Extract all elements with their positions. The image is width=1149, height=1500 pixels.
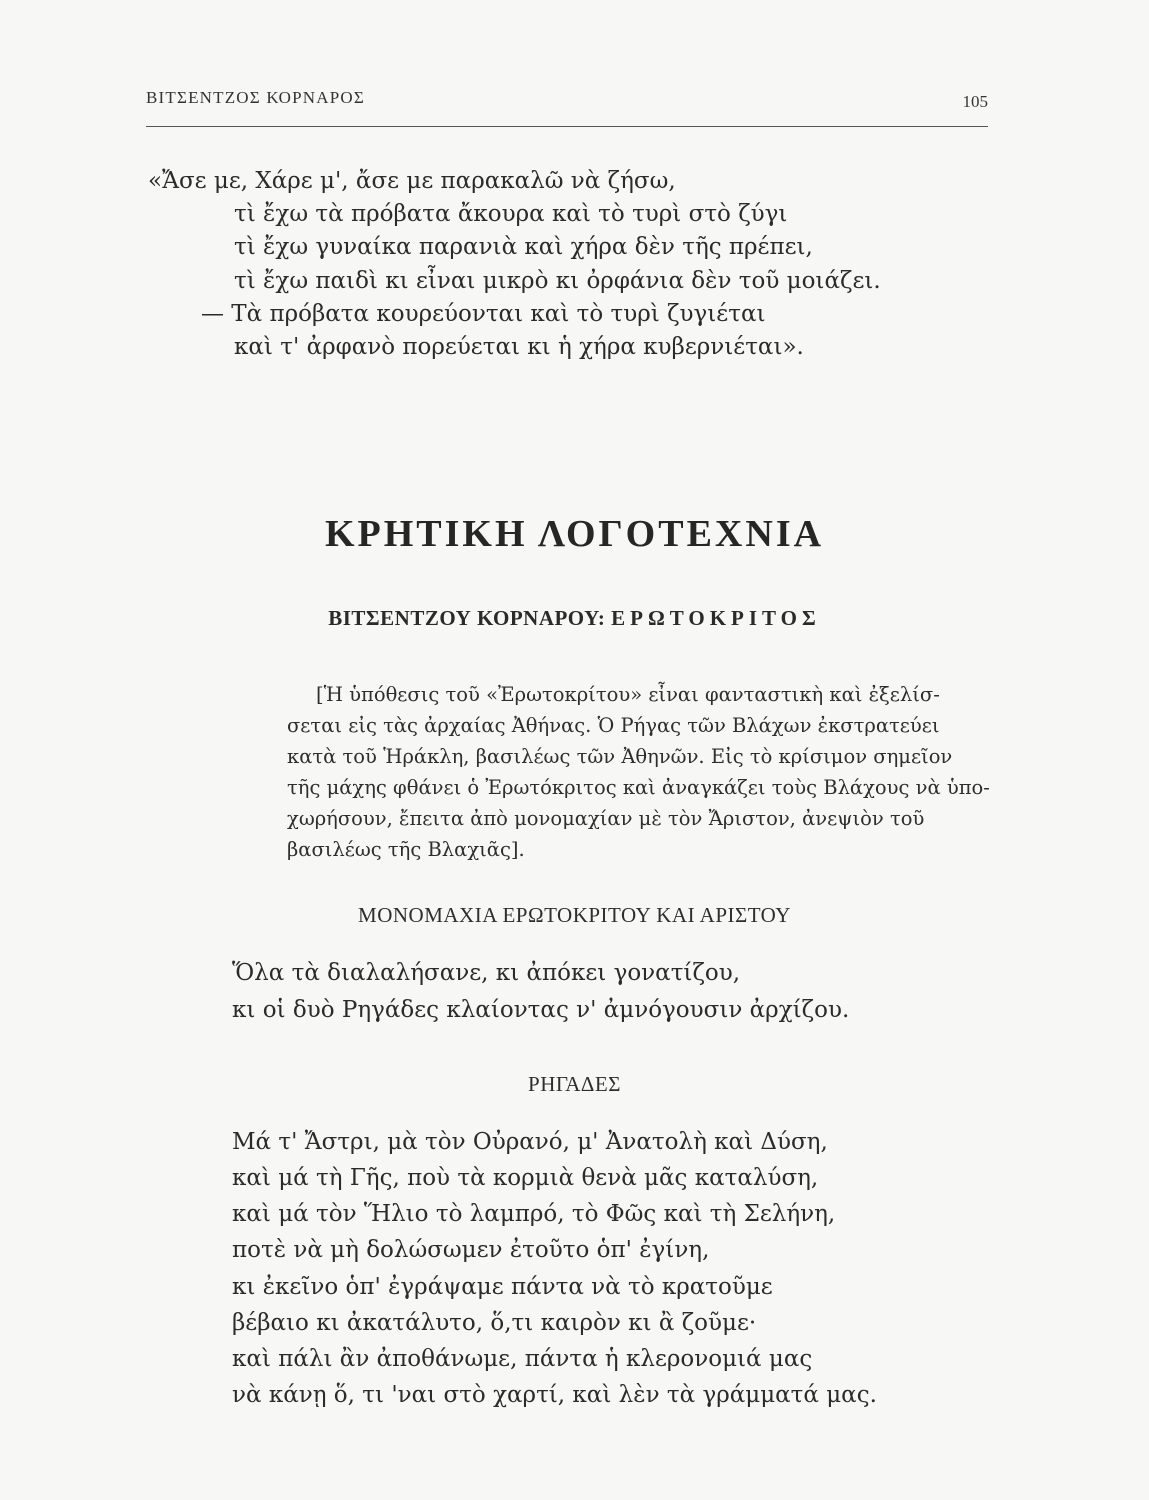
- verse-line: καὶ μά τὸν Ἥλιο τὸ λαμπρό, τὸ Φῶς καὶ τὴ Σελήνη,: [232, 1201, 836, 1227]
- subtitle-work: ΕΡΩΤΟΚΡΙΤΟΣ: [611, 606, 821, 630]
- subtitle-author: ΒΙΤΣΕΝΤΖΟΥ ΚΟΡΝΑΡΟΥ:: [328, 606, 606, 630]
- running-head: [146, 88, 988, 118]
- verse-line: τὶ ἔχω τὰ πρόβατα ἄκουρα καὶ τὸ τυρὶ στὸ ζύγι: [234, 201, 788, 227]
- header-rule: [146, 126, 988, 127]
- verse-line: Ὅλα τὰ διαλαλήσανε, κι ἀπόκει γονατίζου,: [232, 960, 741, 986]
- verse-line: καὶ μά τὴ Γῆς, ποὺ τὰ κορμιὰ θενὰ μᾶς καταλύση,: [232, 1165, 819, 1191]
- verse-line: «Ἄσε με, Χάρε μ', ἄσε με παρακαλῶ νὰ ζήσω,: [148, 168, 676, 194]
- verse-line: καὶ τ' ἀρφανὸ πορεύεται κι ἡ χήρα κυβερνιέται».: [234, 334, 804, 360]
- duel-heading: ΜΟΝΟΜΑΧΙΑ ΕΡΩΤΟΚΡΙΤΟΥ ΚΑΙ ΑΡΙΣΤΟΥ: [358, 903, 791, 927]
- main-title: ΚΡΗΤΙΚΗ ΛΟΓΟΤΕΧΝΙΑ: [324, 513, 825, 555]
- synopsis-line: χωρήσουν, ἔπειτα ἀπὸ μονομαχίαν μὲ τὸν Ἄριστον, ἀνεψιὸν τοῦ: [287, 807, 925, 830]
- synopsis-line: βασιλέως τῆς Βλαχιᾶς].: [287, 838, 525, 861]
- subtitle: [0, 606, 1149, 631]
- verse-line: τὶ ἔχω παιδὶ κι εἶναι μικρὸ κι ὀρφάνια δὲν τοῦ μοιάζει.: [234, 268, 881, 294]
- running-title: ΒΙΤΣΕΝΤΖΟΣ ΚΟΡΝΑΡΟΣ: [146, 88, 365, 107]
- synopsis-line: τῆς μάχης φθάνει ὁ Ἐρωτόκριτος καὶ ἀναγκάζει τοὺς Βλάχους νὰ ὑπο-: [287, 776, 990, 799]
- synopsis-line: κατὰ τοῦ Ἡράκλη, βασιλέως τῶν Ἀθηνῶν. Εἰς τὸ κρίσιμον σημεῖον: [287, 745, 953, 768]
- verse-line: Μά τ' Ἄστρι, μὰ τὸν Οὐρανό, μ' Ἀνατολὴ καὶ Δύση,: [232, 1129, 828, 1155]
- verse-line: ποτὲ νὰ μὴ δολώσωμεν ἐτοῦτο ὁπ' ἐγίνη,: [232, 1237, 710, 1263]
- verse-line: κι ἐκεῖνο ὁπ' ἐγράψαμε πάντα νὰ τὸ κρατοῦμε: [232, 1274, 773, 1300]
- synopsis-line: [Ἡ ὑπόθεσις τοῦ «Ἐρωτοκρίτου» εἶναι φανταστικὴ καὶ ἐξελίσ-: [316, 683, 940, 706]
- verse-line: καὶ πάλι ἂν ἀποθάνωμε, πάντα ἡ κλερονομιά μας: [232, 1346, 813, 1372]
- verse-line: νὰ κάνῃ ὅ, τι 'ναι στὸ χαρτί, καὶ λὲν τὰ γράμματά μας.: [232, 1382, 877, 1408]
- verse-line: τὶ ἔχω γυναίκα παρανιὰ καὶ χήρα δὲν τῆς πρέπει,: [234, 234, 813, 260]
- kings-heading: ΡΗΓΑΔΕΣ: [528, 1072, 621, 1096]
- verse-line: βέβαιο κι ἀκατάλυτο, ὅ,τι καιρὸν κι ἂ ζοῦμε·: [232, 1310, 757, 1336]
- verse-line: — Τὰ πρόβατα κουρεύονται καὶ τὸ τυρὶ ζυγιέται: [201, 301, 766, 327]
- page-number: 105: [962, 92, 988, 111]
- verse-line: κι οἱ δυὸ Ρηγάδες κλαίοντας ν' ἀμνόγουσιν ἀρχίζου.: [232, 997, 850, 1023]
- synopsis-line: σεται εἰς τὰς ἀρχαίας Ἀθήνας. Ὁ Ρήγας τῶν Βλάχων ἐκστρατεύει: [287, 714, 940, 737]
